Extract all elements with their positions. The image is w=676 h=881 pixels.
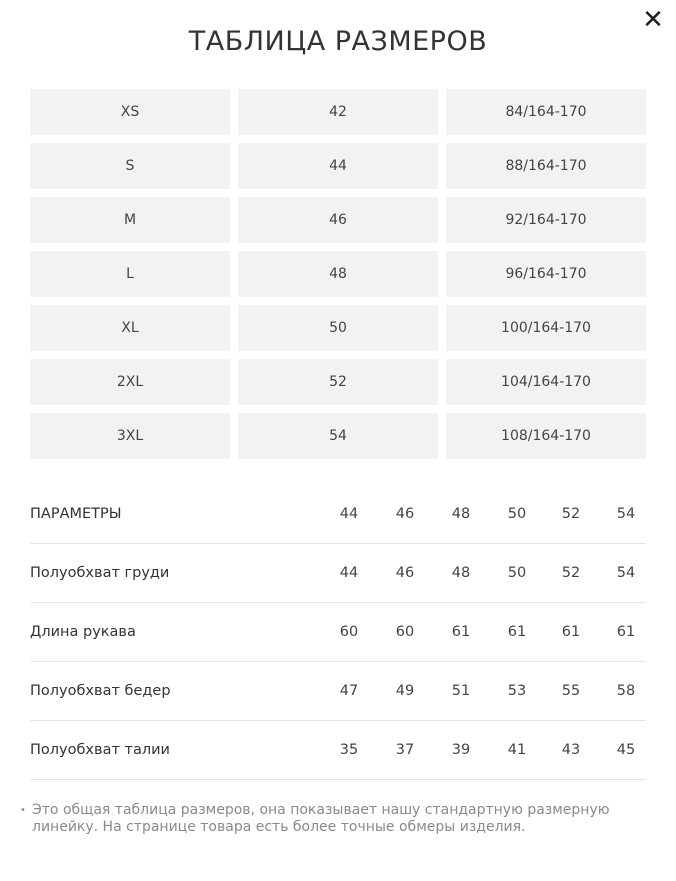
body-size-cell: 84/164-170: [446, 89, 646, 135]
parameter-label: Полуобхват бедер: [30, 683, 171, 699]
parameter-row-waist: [30, 721, 646, 780]
parameter-value: 50: [507, 565, 527, 581]
parameter-label: Полуобхват талии: [30, 742, 170, 758]
parameter-label: Полуобхват груди: [30, 565, 170, 581]
size-label-cell: 3XL: [30, 413, 230, 459]
parameter-value: 54: [616, 565, 636, 581]
parameter-value: 60: [395, 624, 415, 640]
header-value: 44: [339, 506, 359, 522]
size-row-xl: [30, 305, 646, 351]
parameters-table: [30, 485, 646, 780]
bullet-icon: •: [20, 805, 26, 816]
parameters-header-row: [30, 485, 646, 544]
size-row-m: [30, 197, 646, 243]
parameter-value: 61: [451, 624, 471, 640]
body-size-cell: 88/164-170: [446, 143, 646, 189]
body-size-cell: 104/164-170: [446, 359, 646, 405]
parameter-label: Длина рукава: [30, 624, 136, 640]
parameter-value: 44: [339, 565, 359, 581]
footnote-text: Это общая таблица размеров, она показывает нашу стандартную размерную линейку. На странице товара есть более точные обмеры изделия.: [32, 802, 610, 835]
parameter-value: 61: [561, 624, 581, 640]
parameter-row-sleeve: [30, 603, 646, 662]
parameter-value: 46: [395, 565, 415, 581]
parameter-value: 53: [507, 683, 527, 699]
size-table: [30, 89, 646, 467]
ru-size-cell: 44: [238, 143, 438, 189]
header-value: 54: [616, 506, 636, 522]
parameter-value: 47: [339, 683, 359, 699]
parameters-header-label: ПАРАМЕТРЫ: [30, 506, 122, 522]
size-row-l: [30, 251, 646, 297]
header-value: 48: [451, 506, 471, 522]
body-size-cell: 108/164-170: [446, 413, 646, 459]
size-label-cell: S: [30, 143, 230, 189]
parameter-value: 61: [507, 624, 527, 640]
parameter-value: 35: [339, 742, 359, 758]
body-size-cell: 100/164-170: [446, 305, 646, 351]
header-value: 52: [561, 506, 581, 522]
parameter-value: 48: [451, 565, 471, 581]
parameter-value: 41: [507, 742, 527, 758]
parameter-value: 39: [451, 742, 471, 758]
parameter-row-hips: [30, 662, 646, 721]
body-size-cell: 92/164-170: [446, 197, 646, 243]
size-row-2xl: [30, 359, 646, 405]
ru-size-cell: 54: [238, 413, 438, 459]
parameter-value: 49: [395, 683, 415, 699]
header-value: 46: [395, 506, 415, 522]
body-size-cell: 96/164-170: [446, 251, 646, 297]
parameter-value: 37: [395, 742, 415, 758]
size-label-cell: M: [30, 197, 230, 243]
header-value: 50: [507, 506, 527, 522]
size-label-cell: XL: [30, 305, 230, 351]
size-label-cell: 2XL: [30, 359, 230, 405]
size-label-cell: L: [30, 251, 230, 297]
parameter-value: 52: [561, 565, 581, 581]
parameter-value: 51: [451, 683, 471, 699]
size-row-xs: [30, 89, 646, 135]
ru-size-cell: 46: [238, 197, 438, 243]
parameter-value: 58: [616, 683, 636, 699]
close-icon[interactable]: ✕: [642, 5, 664, 35]
size-row-s: [30, 143, 646, 189]
parameter-value: 43: [561, 742, 581, 758]
size-row-3xl: [30, 413, 646, 459]
parameter-row-chest: [30, 544, 646, 603]
parameter-value: 55: [561, 683, 581, 699]
parameter-value: 60: [339, 624, 359, 640]
parameter-value: 61: [616, 624, 636, 640]
ru-size-cell: 52: [238, 359, 438, 405]
size-label-cell: XS: [30, 89, 230, 135]
page-title: ТАБЛИЦА РАЗМЕРОВ: [188, 26, 488, 57]
footnote: [20, 802, 640, 836]
ru-size-cell: 48: [238, 251, 438, 297]
ru-size-cell: 42: [238, 89, 438, 135]
ru-size-cell: 50: [238, 305, 438, 351]
parameter-value: 45: [616, 742, 636, 758]
